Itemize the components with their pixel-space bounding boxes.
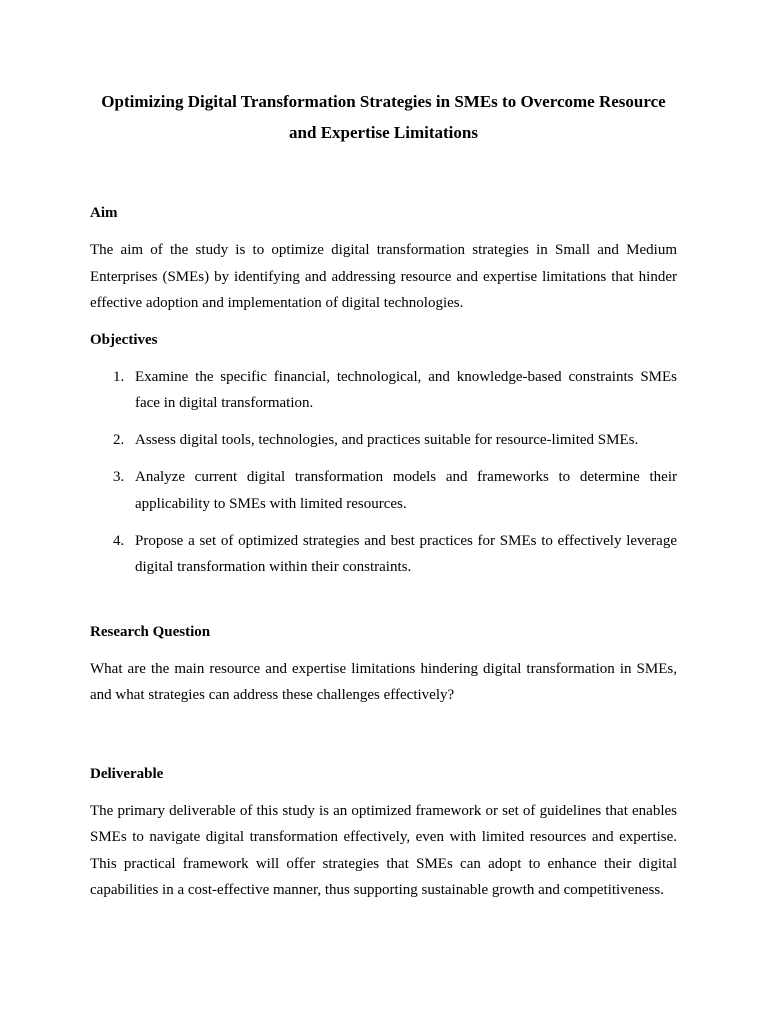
- research-question-heading: Research Question: [90, 623, 211, 640]
- objective-item: [90, 464, 677, 517]
- objective-text: Analyze current digital transformation models and frameworks to determine their applicability to SMEs with limited resources.: [135, 469, 677, 512]
- objective-text: Assess digital tools, technologies, and practices suitable for resource-limited SMEs.: [135, 432, 639, 448]
- deliverable-paragraph: The primary deliverable of this study is an optimized framework or set of guidelines that enables SMEs to navigate digital transformation effectively, even with limited resources and expertise. This practical framework will offer strategies that SMEs can adopt to enhance their digital capabilities in a cost-effective manner, thus supporting sustainable growth and competitiveness.: [90, 802, 677, 898]
- objectives-list: [90, 364, 677, 581]
- objective-text: Examine the specific financial, technological, and knowledge-based constraints SMEs face in digital transformation.: [135, 368, 677, 411]
- objective-number: 4.: [113, 532, 125, 549]
- objective-number: 2.: [113, 432, 125, 448]
- research-question-paragraph: What are the main resource and expertise limitations hindering digital transformation in SMEs, and what strategies can address these challenges effectively?: [90, 660, 677, 703]
- objectives-heading: Objectives: [90, 331, 158, 348]
- objective-number: 3.: [113, 469, 125, 485]
- objective-item: [90, 364, 677, 417]
- document-title: Optimizing Digital Transformation Strategies in SMEs to Overcome Resource and Expertise Limitations: [101, 92, 666, 142]
- objective-item: [90, 427, 677, 454]
- objective-text: Propose a set of optimized strategies and best practices for SMEs to effectively leverage digital transformation within their constraints.: [135, 532, 677, 575]
- objective-number: 1.: [113, 368, 125, 385]
- deliverable-heading: Deliverable: [90, 765, 164, 782]
- aim-heading: Aim: [90, 205, 118, 221]
- objective-item: [90, 528, 677, 581]
- document-page: [90, 86, 677, 904]
- aim-paragraph: The aim of the study is to optimize digital transformation strategies in Small and Medium Enterprises (SMEs) by identifying and addressing resource and expertise limitations that hinder effective adoption and implementation of digital technologies.: [90, 242, 677, 311]
